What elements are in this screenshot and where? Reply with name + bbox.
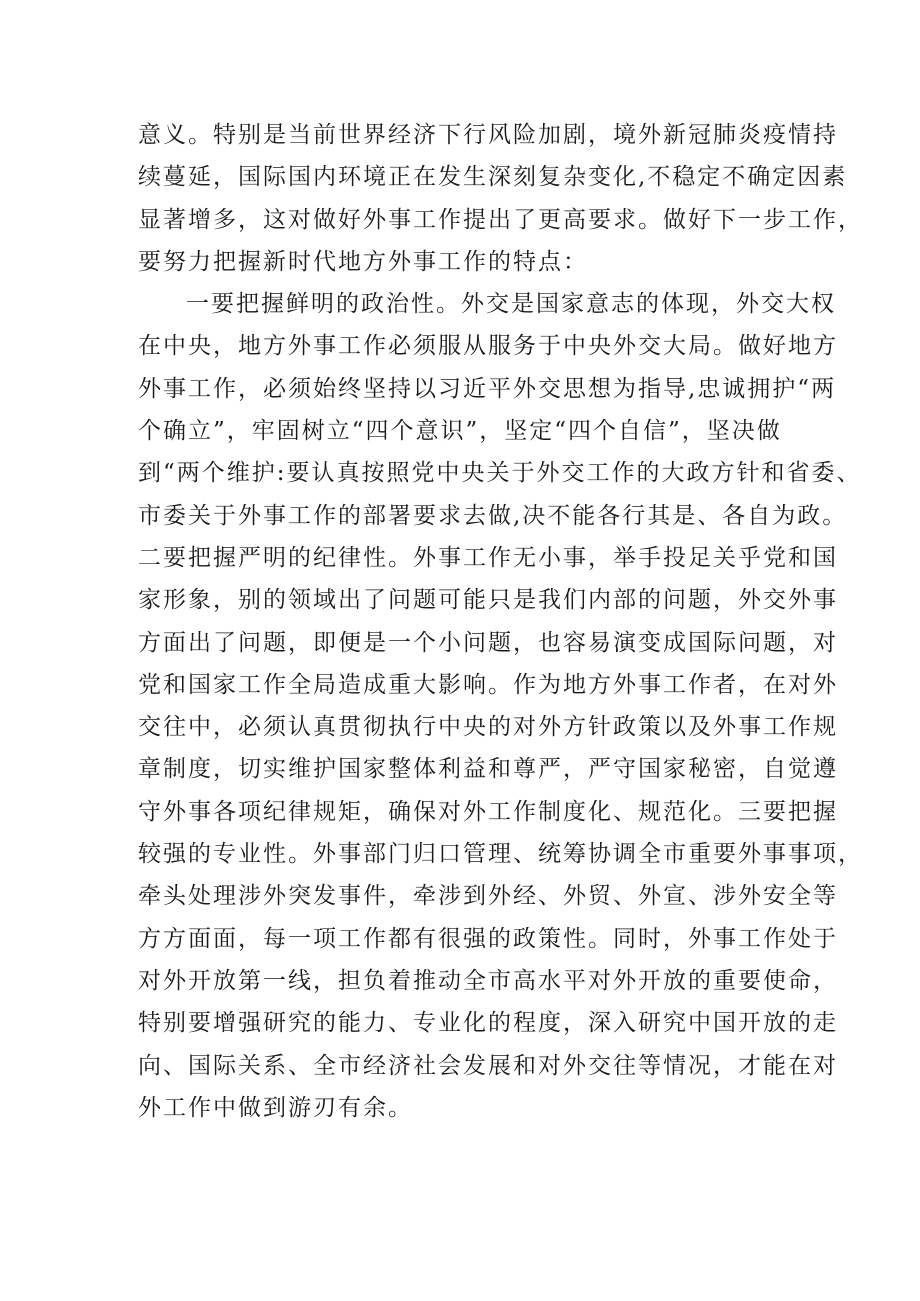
text-line: 二要把握严明的纪律性。外事工作无小事，举手投足关乎党和国 <box>138 544 838 571</box>
text-line: 较强的专业性。外事部门归口管理、统筹协调全市重要外事事项， <box>138 841 863 868</box>
text-line: 个确立”，牢固树立“四个意识”，坚定“四个自信”，坚决做 <box>138 418 782 445</box>
text-line: 意义。特别是当前世界经济下行风险加剧，境外新冠肺炎疫情持 <box>138 122 838 148</box>
text-line: 交往中，必须认真贯彻执行中央的对外方针政策以及外事工作规 <box>138 714 838 741</box>
text-line: 章制度，切实维护国家整体利益和尊严，严守国家秘密，自觉遵 <box>138 756 838 783</box>
paragraph-first-line: 一要把握鲜明的政治性。外交是国家意志的体现，外交大权 <box>186 291 836 318</box>
text-line: 外工作中做到游刃有余。 <box>138 1094 413 1121</box>
text-line: 要努力把握新时代地方外事工作的特点： <box>138 248 588 275</box>
text-line: 守外事各项纪律规矩，确保对外工作制度化、规范化。三要把握 <box>138 798 838 825</box>
text-line: 到“两个维护:要认真按照党中央关于外交工作的大政方针和省委、 <box>138 460 862 487</box>
text-line: 对外开放第一线，担负着推动全市高水平对外开放的重要使命， <box>138 967 838 994</box>
text-line: 家形象，别的领域出了问题可能只是我们内部的问题，外交外事 <box>138 587 838 614</box>
text-line: 在中央，地方外事工作必须服从服务于中央外交大局。做好地方 <box>138 333 838 360</box>
text-line: 向、国际关系、全市经济社会发展和对外交往等情况，才能在对 <box>138 1052 838 1079</box>
document-body <box>138 114 863 1129</box>
text-line: 党和国家工作全局造成重大影响。作为地方外事工作者，在对外 <box>138 671 838 698</box>
text-line: 方方面面，每一项工作都有很强的政策性。同时，外事工作处于 <box>138 925 838 952</box>
text-line: 方面出了问题，即便是一个小问题，也容易演变成国际问题，对 <box>138 629 838 656</box>
text-line: 续蔓延，国际国内环境正在发生深刻复杂变化,不稳定不确定因素 <box>138 164 848 191</box>
text-line: 特别要增强研究的能力、专业化的程度，深入研究中国开放的走 <box>138 1010 838 1037</box>
text-line: 市委关于外事工作的部署要求去做,决不能各行其是、各自为政。 <box>138 502 848 529</box>
text-line: 外事工作，必须始终坚持以习近平外交思想为指导,忠诚拥护“两 <box>138 375 837 402</box>
text-line: 显著增多，这对做好外事工作提出了更高要求。做好下一步工作， <box>138 206 863 233</box>
text-line: 牵头处理涉外突发事件，牵涉到外经、外贸、外宣、涉外安全等 <box>138 883 838 910</box>
